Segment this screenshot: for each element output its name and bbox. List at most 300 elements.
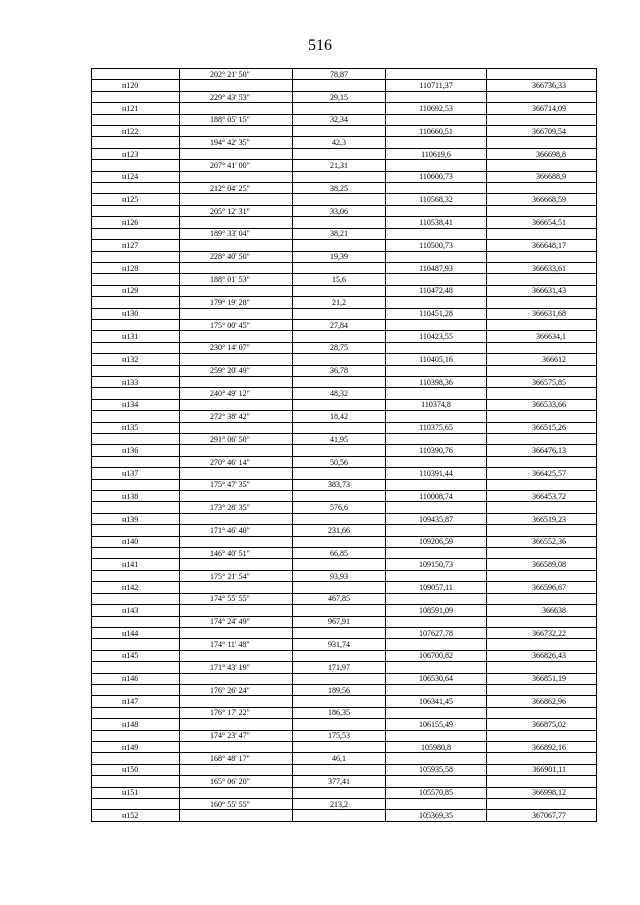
segment-row [92, 137, 597, 148]
y-coordinate-cell [487, 593, 597, 604]
distance-cell [293, 696, 386, 707]
point-cell [92, 684, 180, 695]
point-cell [92, 570, 180, 581]
segment-row [92, 525, 597, 536]
distance-cell: 41,95 [293, 434, 386, 445]
y-coordinate-cell [487, 707, 597, 718]
distance-cell: 46,1 [293, 753, 386, 764]
point-cell: н123 [92, 148, 180, 159]
distance-cell [293, 354, 386, 365]
segment-row [92, 639, 597, 650]
angle-cell: 174° 23' 47" [180, 730, 293, 741]
x-coordinate-cell [386, 114, 487, 125]
angle-cell [180, 80, 293, 91]
point-cell [92, 753, 180, 764]
x-coordinate-cell: 106341,45 [386, 696, 487, 707]
point-row [92, 787, 597, 798]
distance-cell: 66,85 [293, 548, 386, 559]
x-coordinate-cell [386, 593, 487, 604]
y-coordinate-cell: 366826,43 [487, 650, 597, 661]
angle-cell: 205° 12' 31" [180, 205, 293, 216]
x-coordinate-cell [386, 137, 487, 148]
point-cell [92, 319, 180, 330]
point-cell [92, 707, 180, 718]
distance-cell: 29,15 [293, 91, 386, 102]
x-coordinate-cell [386, 707, 487, 718]
angle-cell [180, 468, 293, 479]
x-coordinate-cell [386, 502, 487, 513]
point-row [92, 764, 597, 775]
distance-cell [293, 787, 386, 798]
segment-row [92, 707, 597, 718]
point-cell: н149 [92, 741, 180, 752]
point-row [92, 559, 597, 570]
y-coordinate-cell [487, 616, 597, 627]
angle-cell [180, 422, 293, 433]
angle-cell: 176° 26' 24" [180, 684, 293, 695]
angle-cell [180, 308, 293, 319]
distance-cell: 32,34 [293, 114, 386, 125]
y-coordinate-cell [487, 160, 597, 171]
segment-row [92, 479, 597, 490]
point-cell: н131 [92, 331, 180, 342]
angle-cell [180, 354, 293, 365]
point-cell [92, 91, 180, 102]
point-row [92, 80, 597, 91]
page-number: 516 [308, 37, 332, 54]
y-coordinate-cell [487, 228, 597, 239]
angle-cell: 173° 28' 35" [180, 502, 293, 513]
distance-cell [293, 764, 386, 775]
point-cell: н135 [92, 422, 180, 433]
distance-cell [293, 741, 386, 752]
distance-cell: 175,53 [293, 730, 386, 741]
y-coordinate-cell [487, 479, 597, 490]
distance-cell: 213,2 [293, 799, 386, 810]
segment-row [92, 799, 597, 810]
segment-row [92, 365, 597, 376]
point-cell [92, 456, 180, 467]
distance-cell [293, 171, 386, 182]
angle-cell: 228° 40' 50" [180, 251, 293, 262]
angle-cell [180, 673, 293, 684]
y-coordinate-cell: 366901,11 [487, 764, 597, 775]
x-coordinate-cell [386, 411, 487, 422]
y-coordinate-cell [487, 319, 597, 330]
point-row [92, 422, 597, 433]
point-cell: н147 [92, 696, 180, 707]
angle-cell [180, 171, 293, 182]
point-cell: н126 [92, 217, 180, 228]
distance-cell [293, 513, 386, 524]
angle-cell [180, 491, 293, 502]
x-coordinate-cell: 106700,82 [386, 650, 487, 661]
x-coordinate-cell: 109150,73 [386, 559, 487, 570]
angle-cell [180, 240, 293, 251]
x-coordinate-cell: 110008,74 [386, 491, 487, 502]
angle-cell: 188° 01' 53" [180, 274, 293, 285]
distance-cell [293, 262, 386, 273]
y-coordinate-cell [487, 411, 597, 422]
x-coordinate-cell: 110487,93 [386, 262, 487, 273]
x-coordinate-cell [386, 639, 487, 650]
angle-cell: 272° 38' 42" [180, 411, 293, 422]
y-coordinate-cell: 366851,19 [487, 673, 597, 684]
distance-cell: 38,21 [293, 228, 386, 239]
x-coordinate-cell [386, 160, 487, 171]
segment-row [92, 502, 597, 513]
y-coordinate-cell: 366631,43 [487, 285, 597, 296]
point-cell: н151 [92, 787, 180, 798]
point-cell [92, 502, 180, 513]
point-row [92, 308, 597, 319]
point-cell [92, 114, 180, 125]
x-coordinate-cell [386, 183, 487, 194]
segment-row [92, 342, 597, 353]
y-coordinate-cell: 366425,57 [487, 468, 597, 479]
distance-cell: 36,78 [293, 365, 386, 376]
point-cell: н129 [92, 285, 180, 296]
point-row [92, 285, 597, 296]
x-coordinate-cell [386, 753, 487, 764]
point-cell: н136 [92, 445, 180, 456]
distance-cell: 21,31 [293, 160, 386, 171]
angle-cell: 212° 04' 25" [180, 183, 293, 194]
segment-row [92, 662, 597, 673]
distance-cell: 383,73 [293, 479, 386, 490]
angle-cell: 202° 21' 50" [180, 69, 293, 80]
angle-cell [180, 262, 293, 273]
distance-cell: 186,35 [293, 707, 386, 718]
distance-cell: 15,6 [293, 274, 386, 285]
point-row [92, 399, 597, 410]
point-row [92, 696, 597, 707]
point-row [92, 468, 597, 479]
x-coordinate-cell: 105935,58 [386, 764, 487, 775]
point-cell [92, 183, 180, 194]
angle-cell: 188° 05' 15" [180, 114, 293, 125]
x-coordinate-cell: 109206,59 [386, 536, 487, 547]
x-coordinate-cell [386, 319, 487, 330]
point-row [92, 262, 597, 273]
point-cell [92, 662, 180, 673]
point-cell: н134 [92, 399, 180, 410]
y-coordinate-cell: 366552,36 [487, 536, 597, 547]
x-coordinate-cell: 110711,37 [386, 80, 487, 91]
y-coordinate-cell [487, 297, 597, 308]
x-coordinate-cell [386, 479, 487, 490]
x-coordinate-cell [386, 434, 487, 445]
distance-cell [293, 376, 386, 387]
point-cell [92, 799, 180, 810]
distance-cell: 50,56 [293, 456, 386, 467]
distance-cell [293, 240, 386, 251]
point-row [92, 719, 597, 730]
angle-cell: 174° 24' 49" [180, 616, 293, 627]
x-coordinate-cell: 110391,44 [386, 468, 487, 479]
y-coordinate-cell [487, 776, 597, 787]
x-coordinate-cell [386, 616, 487, 627]
y-coordinate-cell: 366476,13 [487, 445, 597, 456]
y-coordinate-cell: 366612 [487, 354, 597, 365]
segment-row [92, 319, 597, 330]
y-coordinate-cell [487, 799, 597, 810]
angle-cell: 174° 55' 55" [180, 593, 293, 604]
point-row [92, 240, 597, 251]
distance-cell [293, 445, 386, 456]
x-coordinate-cell [386, 548, 487, 559]
y-coordinate-cell: 366515,26 [487, 422, 597, 433]
angle-cell [180, 605, 293, 616]
angle-cell: 146° 40' 51" [180, 548, 293, 559]
point-cell: н122 [92, 126, 180, 137]
x-coordinate-cell: 110390,76 [386, 445, 487, 456]
y-coordinate-cell: 366596,67 [487, 582, 597, 593]
segment-row [92, 297, 597, 308]
distance-cell: 42,3 [293, 137, 386, 148]
distance-cell [293, 536, 386, 547]
point-cell: н130 [92, 308, 180, 319]
y-coordinate-cell: 366998,12 [487, 787, 597, 798]
x-coordinate-cell: 110600,73 [386, 171, 487, 182]
x-coordinate-cell: 108591,09 [386, 605, 487, 616]
x-coordinate-cell: 106530,64 [386, 673, 487, 684]
point-cell: н133 [92, 376, 180, 387]
point-cell [92, 411, 180, 422]
x-coordinate-cell [386, 69, 487, 80]
y-coordinate-cell: 366732,22 [487, 627, 597, 638]
segment-row [92, 570, 597, 581]
y-coordinate-cell: 366519,23 [487, 513, 597, 524]
y-coordinate-cell: 366668,59 [487, 194, 597, 205]
distance-cell [293, 559, 386, 570]
point-cell [92, 730, 180, 741]
distance-cell [293, 217, 386, 228]
point-cell: н125 [92, 194, 180, 205]
x-coordinate-cell: 110538,41 [386, 217, 487, 228]
point-cell: н142 [92, 582, 180, 593]
distance-cell: 189,56 [293, 684, 386, 695]
point-row [92, 217, 597, 228]
y-coordinate-cell: 366638 [487, 605, 597, 616]
angle-cell: 171° 46' 40" [180, 525, 293, 536]
point-cell: н127 [92, 240, 180, 251]
x-coordinate-cell: 110375,65 [386, 422, 487, 433]
distance-cell: 576,6 [293, 502, 386, 513]
x-coordinate-cell [386, 251, 487, 262]
x-coordinate-cell [386, 274, 487, 285]
x-coordinate-cell: 110619,6 [386, 148, 487, 159]
distance-cell [293, 194, 386, 205]
point-cell: н144 [92, 627, 180, 638]
x-coordinate-cell: 110500,73 [386, 240, 487, 251]
angle-cell: 207° 41' 00" [180, 160, 293, 171]
angle-cell [180, 810, 293, 821]
segment-row [92, 730, 597, 741]
x-coordinate-cell [386, 525, 487, 536]
x-coordinate-cell [386, 297, 487, 308]
table-body [92, 69, 597, 822]
distance-cell [293, 650, 386, 661]
y-coordinate-cell: 366714,09 [487, 103, 597, 114]
angle-cell [180, 126, 293, 137]
y-coordinate-cell [487, 548, 597, 559]
y-coordinate-cell [487, 684, 597, 695]
distance-cell [293, 719, 386, 730]
segment-row [92, 434, 597, 445]
distance-cell: 967,91 [293, 616, 386, 627]
distance-cell: 28,75 [293, 342, 386, 353]
point-cell [92, 251, 180, 262]
x-coordinate-cell: 110405,16 [386, 354, 487, 365]
y-coordinate-cell [487, 639, 597, 650]
angle-cell: 270° 46' 14" [180, 456, 293, 467]
point-cell [92, 479, 180, 490]
point-row [92, 627, 597, 638]
distance-cell: 931,74 [293, 639, 386, 650]
distance-cell [293, 399, 386, 410]
distance-cell [293, 126, 386, 137]
angle-cell: 175° 21' 54" [180, 570, 293, 581]
distance-cell [293, 810, 386, 821]
y-coordinate-cell: 366634,1 [487, 331, 597, 342]
y-coordinate-cell [487, 753, 597, 764]
x-coordinate-cell [386, 730, 487, 741]
distance-cell: 48,32 [293, 388, 386, 399]
x-coordinate-cell [386, 91, 487, 102]
angle-cell: 194° 42' 35" [180, 137, 293, 148]
x-coordinate-cell: 110472,48 [386, 285, 487, 296]
point-cell [92, 137, 180, 148]
point-row [92, 673, 597, 684]
y-coordinate-cell: 367067,77 [487, 810, 597, 821]
point-row [92, 331, 597, 342]
x-coordinate-cell: 106155,49 [386, 719, 487, 730]
y-coordinate-cell: 366875,02 [487, 719, 597, 730]
angle-cell: 179° 19' 28" [180, 297, 293, 308]
distance-cell: 21,2 [293, 297, 386, 308]
angle-cell: 229° 43' 53" [180, 91, 293, 102]
distance-cell [293, 422, 386, 433]
segment-row [92, 114, 597, 125]
point-cell [92, 205, 180, 216]
point-cell: н141 [92, 559, 180, 570]
angle-cell: 174° 11' 48" [180, 639, 293, 650]
distance-cell [293, 80, 386, 91]
y-coordinate-cell [487, 525, 597, 536]
x-coordinate-cell [386, 662, 487, 673]
point-cell: н121 [92, 103, 180, 114]
point-cell [92, 274, 180, 285]
distance-cell: 171,97 [293, 662, 386, 673]
y-coordinate-cell: 366648,17 [487, 240, 597, 251]
x-coordinate-cell: 109435,87 [386, 513, 487, 524]
point-row [92, 126, 597, 137]
point-cell: н140 [92, 536, 180, 547]
angle-cell: 171° 43' 19" [180, 662, 293, 673]
segment-row [92, 183, 597, 194]
point-cell [92, 388, 180, 399]
x-coordinate-cell [386, 456, 487, 467]
point-cell [92, 548, 180, 559]
point-cell: н138 [92, 491, 180, 502]
segment-row [92, 776, 597, 787]
y-coordinate-cell [487, 205, 597, 216]
angle-cell [180, 719, 293, 730]
x-coordinate-cell [386, 776, 487, 787]
x-coordinate-cell [386, 684, 487, 695]
point-cell [92, 616, 180, 627]
distance-cell [293, 605, 386, 616]
distance-cell [293, 582, 386, 593]
angle-cell [180, 399, 293, 410]
angle-cell [180, 536, 293, 547]
y-coordinate-cell [487, 137, 597, 148]
x-coordinate-cell: 110692,53 [386, 103, 487, 114]
y-coordinate-cell [487, 251, 597, 262]
segment-row [92, 205, 597, 216]
x-coordinate-cell [386, 365, 487, 376]
y-coordinate-cell: 366533,66 [487, 399, 597, 410]
y-coordinate-cell: 366862,96 [487, 696, 597, 707]
angle-cell [180, 650, 293, 661]
y-coordinate-cell [487, 456, 597, 467]
angle-cell: 175° 00' 45" [180, 319, 293, 330]
point-cell: н148 [92, 719, 180, 730]
angle-cell: 168° 48' 17" [180, 753, 293, 764]
point-row [92, 810, 597, 821]
y-coordinate-cell [487, 570, 597, 581]
point-cell: н145 [92, 650, 180, 661]
y-coordinate-cell: 366892,16 [487, 741, 597, 752]
angle-cell [180, 194, 293, 205]
angle-cell: 259° 20' 49" [180, 365, 293, 376]
point-row [92, 605, 597, 616]
x-coordinate-cell: 110568,32 [386, 194, 487, 205]
y-coordinate-cell: 366631,68 [487, 308, 597, 319]
distance-cell: 93,93 [293, 570, 386, 581]
y-coordinate-cell: 366453,72 [487, 491, 597, 502]
y-coordinate-cell: 366575,85 [487, 376, 597, 387]
segment-row [92, 593, 597, 604]
angle-cell: 160° 55' 55" [180, 799, 293, 810]
point-cell [92, 365, 180, 376]
y-coordinate-cell [487, 342, 597, 353]
point-cell [92, 593, 180, 604]
segment-row [92, 456, 597, 467]
y-coordinate-cell [487, 662, 597, 673]
x-coordinate-cell [386, 205, 487, 216]
distance-cell: 33,06 [293, 205, 386, 216]
point-cell [92, 69, 180, 80]
x-coordinate-cell: 110398,36 [386, 376, 487, 387]
point-row [92, 513, 597, 524]
segment-row [92, 160, 597, 171]
x-coordinate-cell: 109057,11 [386, 582, 487, 593]
x-coordinate-cell: 110374,8 [386, 399, 487, 410]
point-row [92, 650, 597, 661]
segment-row [92, 274, 597, 285]
distance-cell [293, 148, 386, 159]
distance-cell: 19,39 [293, 251, 386, 262]
distance-cell: 467,85 [293, 593, 386, 604]
angle-cell: 165° 06' 20" [180, 776, 293, 787]
angle-cell [180, 582, 293, 593]
y-coordinate-cell: 366654,51 [487, 217, 597, 228]
point-row [92, 103, 597, 114]
angle-cell [180, 696, 293, 707]
distance-cell [293, 468, 386, 479]
